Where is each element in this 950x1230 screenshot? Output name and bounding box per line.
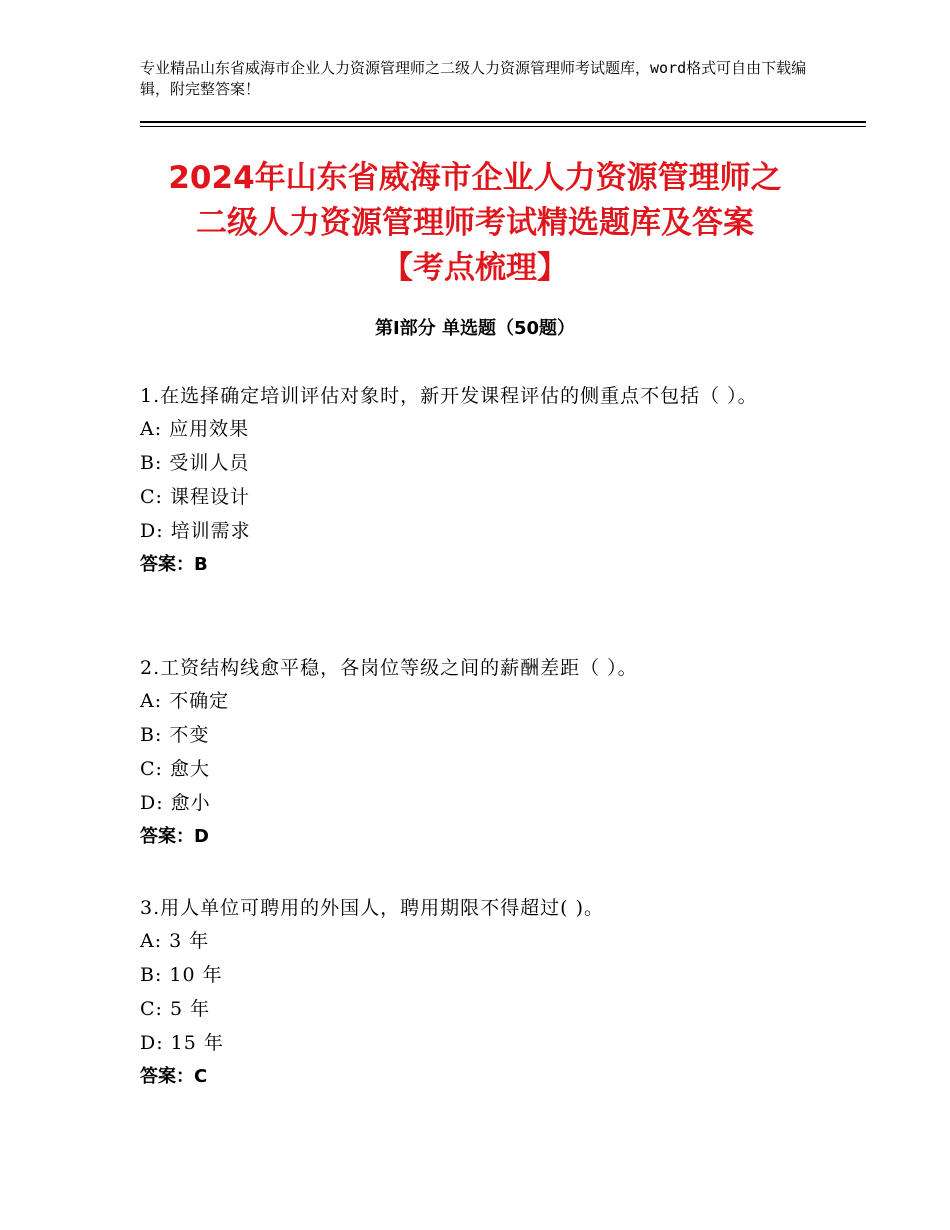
option-b: B: 受训人员 [140,452,250,474]
option-a: A: 不确定 [140,690,230,712]
question-3 [140,892,840,1094]
option-b: B: 不变 [140,724,210,746]
option-d: D: 愈小 [140,792,211,814]
header-divider-thin [140,126,866,127]
question-2 [140,652,840,854]
option-a: A: 应用效果 [140,418,250,440]
question-stem: 3.用人单位可聘用的外国人，聘用期限不得超过( )。 [140,897,604,919]
section-title: 第Ⅰ部分 单选题（50题） [374,318,575,339]
option-d: D: 15 年 [140,1032,224,1054]
option-c: C: 5 年 [140,998,211,1020]
answer: 答案：D [140,826,209,847]
option-c: C: 愈大 [140,758,210,780]
option-c: C: 课程设计 [140,486,250,508]
answer: 答案：B [140,554,208,575]
option-a: A: 3 年 [140,930,210,952]
header-divider-thick [140,121,866,123]
title-line-3: 【考点梳理】 [382,250,568,286]
header-note: 专业精品山东省威海市企业人力资源管理师之二级人力资源管理师考试题库，word格式可自由下载编辑，附完整答案！ [140,59,807,98]
question-stem: 2.工资结构线愈平稳，各岗位等级之间的薪酬差距（ ）。 [140,657,638,679]
document-title [110,156,840,291]
option-d: D: 培训需求 [140,520,251,542]
title-line-1: 2024年山东省威海市企业人力资源管理师之 [168,160,782,196]
title-line-2: 二级人力资源管理师考试精选题库及答案 [196,205,754,241]
question-1 [140,380,840,582]
answer: 答案：C [140,1066,208,1087]
option-b: B: 10 年 [140,964,223,986]
question-stem: 1.在选择确定培训评估对象时，新开发课程评估的侧重点不包括（ ）。 [140,385,758,407]
